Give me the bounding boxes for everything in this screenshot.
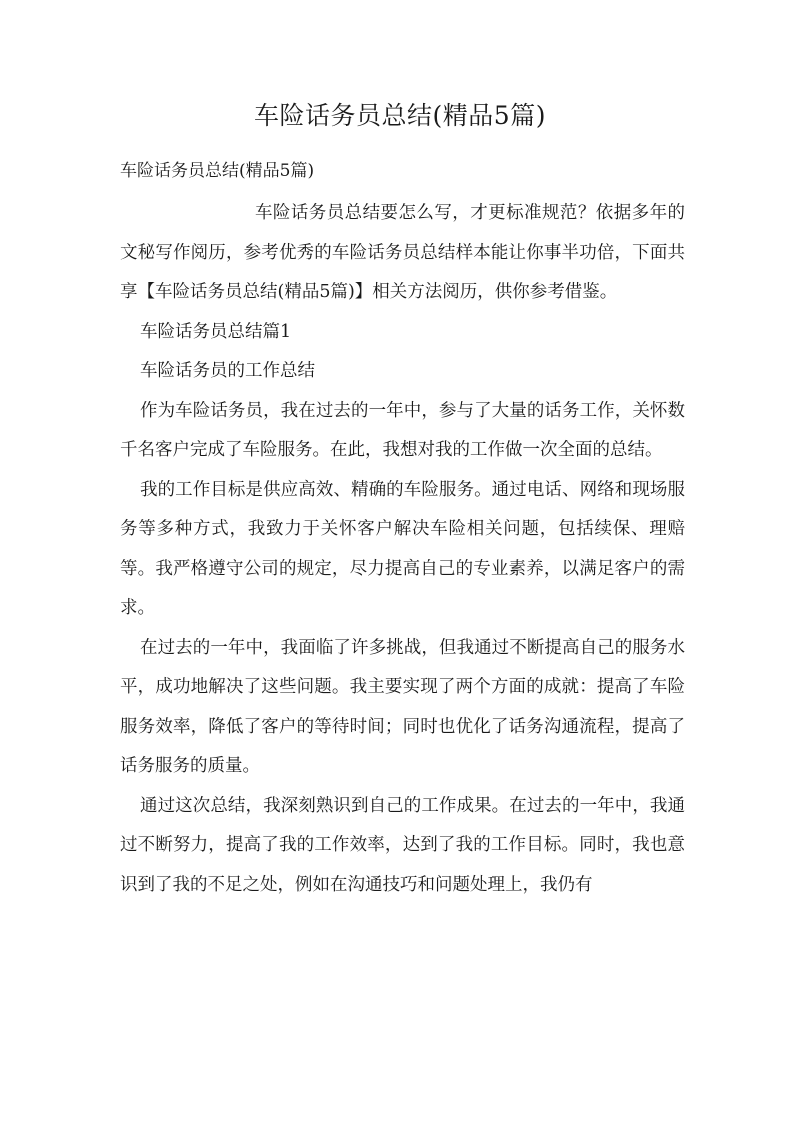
document-body xyxy=(120,194,685,905)
document-subtitle: 车险话务员总结(精品5篇) xyxy=(120,161,315,181)
intro-paragraph: 车险话务员总结要怎么写，才更标准规范？依据多年的文秘写作阅历，参考优秀的车险话务员总结样本能让你事半功倍，下面共享【车险话务员总结(精品5篇)】相关方法阅历，供你参考借鉴。 xyxy=(120,203,685,302)
body-paragraph: 在过去的一年中，我面临了许多挑战，但我通过不断提高自己的服务水平，成功地解决了这些问题。我主要实现了两个方面的成就：提高了车险服务效率，降低了客户的等待时间；同时也优化了话务沟通流程，提高了话务服务的质量。 xyxy=(120,637,685,776)
document-title: 车险话务员总结(精品5篇) xyxy=(254,101,546,130)
section-heading: 车险话务员总结篇1 xyxy=(140,321,292,342)
body-paragraph: 作为车险话务员，我在过去的一年中，参与了大量的话务工作，关怀数千名客户完成了车险服务。在此，我想对我的工作做一次全面的总结。 xyxy=(120,400,685,460)
section-subheading: 车险话务员的工作总结 xyxy=(140,361,315,381)
body-paragraph: 通过这次总结，我深刻熟识到自己的工作成果。在过去的一年中，我通过不断努力，提高了我的工作效率，达到了我的工作目标。同时，我也意识到了我的不足之处，例如在沟通技巧和问题处理上，我仍有 xyxy=(120,795,685,895)
body-paragraph: 我的工作目标是供应高效、精确的车险服务。通过电话、网络和现场服务等多种方式，我致力于关怀客户解决车险相关问题，包括续保、理赔等。我严格遵守公司的规定，尽力提高自己的专业素养，以满足客户的需求。 xyxy=(120,479,685,618)
